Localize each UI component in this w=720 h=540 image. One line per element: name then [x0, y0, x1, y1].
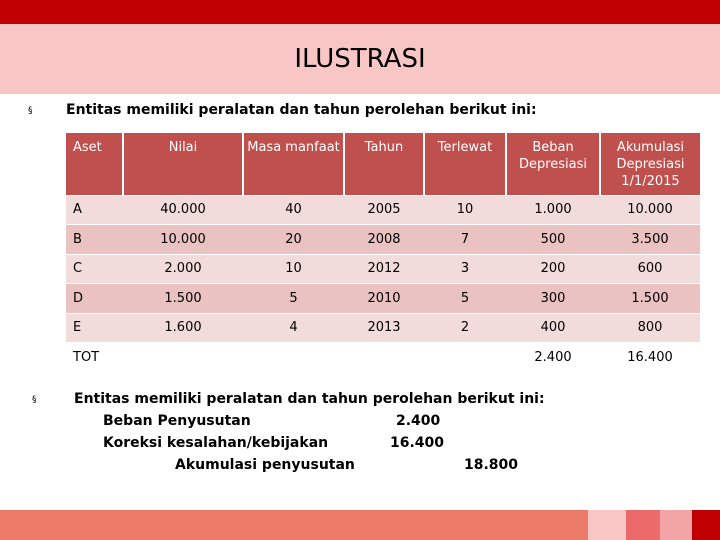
table-cell: 2.000	[123, 254, 243, 284]
table-cell: 400	[506, 313, 600, 343]
header-cell: Terlewat	[424, 133, 506, 195]
table-cell: 4	[243, 313, 344, 343]
table-cell: 7	[424, 225, 506, 255]
table-row	[66, 284, 700, 314]
table-cell: 10.000	[123, 225, 243, 255]
table-cell: E	[66, 313, 123, 343]
table-cell: 1.000	[506, 195, 600, 225]
table-cell: TOT	[66, 343, 123, 373]
asset-table	[66, 133, 700, 372]
table-cell	[123, 343, 243, 373]
summary-label: Beban Penyusutan	[103, 413, 251, 429]
table-row	[66, 313, 700, 343]
table-cell: 3.500	[600, 225, 700, 255]
header-cell: Tahun	[344, 133, 424, 195]
table-cell	[424, 343, 506, 373]
intro-text: Entitas memiliki peralatan dan tahun perolehan berikut ini:	[66, 102, 537, 118]
table-cell: 2.400	[506, 343, 600, 373]
slide-title: ILUSTRASI	[294, 44, 426, 74]
header-cell: Nilai	[123, 133, 243, 195]
table-cell: 1.500	[600, 284, 700, 314]
table-cell: B	[66, 225, 123, 255]
table-cell: 3	[424, 254, 506, 284]
table-cell: 5	[243, 284, 344, 314]
table-row	[66, 225, 700, 255]
header-cell: Masa manfaat	[243, 133, 344, 195]
bullet-icon: §	[28, 106, 33, 116]
table-cell: 1.500	[123, 284, 243, 314]
table-row	[66, 195, 700, 225]
table-cell: 2008	[344, 225, 424, 255]
table-cell: 10	[424, 195, 506, 225]
table-cell: 200	[506, 254, 600, 284]
table-cell: 20	[243, 225, 344, 255]
summary-value: 18.800	[464, 457, 519, 473]
header-cell: Beban Depresiasi	[506, 133, 600, 195]
table-cell: 600	[600, 254, 700, 284]
summary-heading: Entitas memiliki peralatan dan tahun perolehan berikut ini:	[74, 391, 545, 407]
table-cell: 500	[506, 225, 600, 255]
header-cell: Akumulasi Depresiasi 1/1/2015	[600, 133, 700, 195]
table-cell: 2	[424, 313, 506, 343]
footer-band	[0, 510, 588, 540]
summary-value: 2.400	[396, 413, 441, 429]
table-cell: 2005	[344, 195, 424, 225]
table-cell: 5	[424, 284, 506, 314]
bullet-icon: §	[32, 395, 37, 405]
table-header-row	[66, 133, 700, 195]
summary-label: Koreksi kesalahan/kebijakan	[103, 435, 329, 451]
table-total-row	[66, 343, 700, 373]
summary-label: Akumulasi penyusutan	[175, 457, 355, 473]
footer-square	[626, 510, 660, 540]
summary-value: 16.400	[390, 435, 445, 451]
table-cell: 1.600	[123, 313, 243, 343]
table-cell: 16.400	[600, 343, 700, 373]
table-row	[66, 254, 700, 284]
footer-square	[660, 510, 692, 540]
footer-square	[588, 510, 626, 540]
table-cell: C	[66, 254, 123, 284]
table-cell: 10.000	[600, 195, 700, 225]
table-cell	[344, 343, 424, 373]
table-cell: 10	[243, 254, 344, 284]
footer-square	[692, 510, 720, 540]
header-cell: Aset	[66, 133, 123, 195]
top-accent-bar	[0, 0, 720, 24]
table-cell: 40.000	[123, 195, 243, 225]
table-cell: 800	[600, 313, 700, 343]
table-cell: D	[66, 284, 123, 314]
table-cell	[243, 343, 344, 373]
table-cell: 300	[506, 284, 600, 314]
table-cell: A	[66, 195, 123, 225]
table-cell: 40	[243, 195, 344, 225]
table-cell: 2010	[344, 284, 424, 314]
table-cell: 2012	[344, 254, 424, 284]
table-cell: 2013	[344, 313, 424, 343]
